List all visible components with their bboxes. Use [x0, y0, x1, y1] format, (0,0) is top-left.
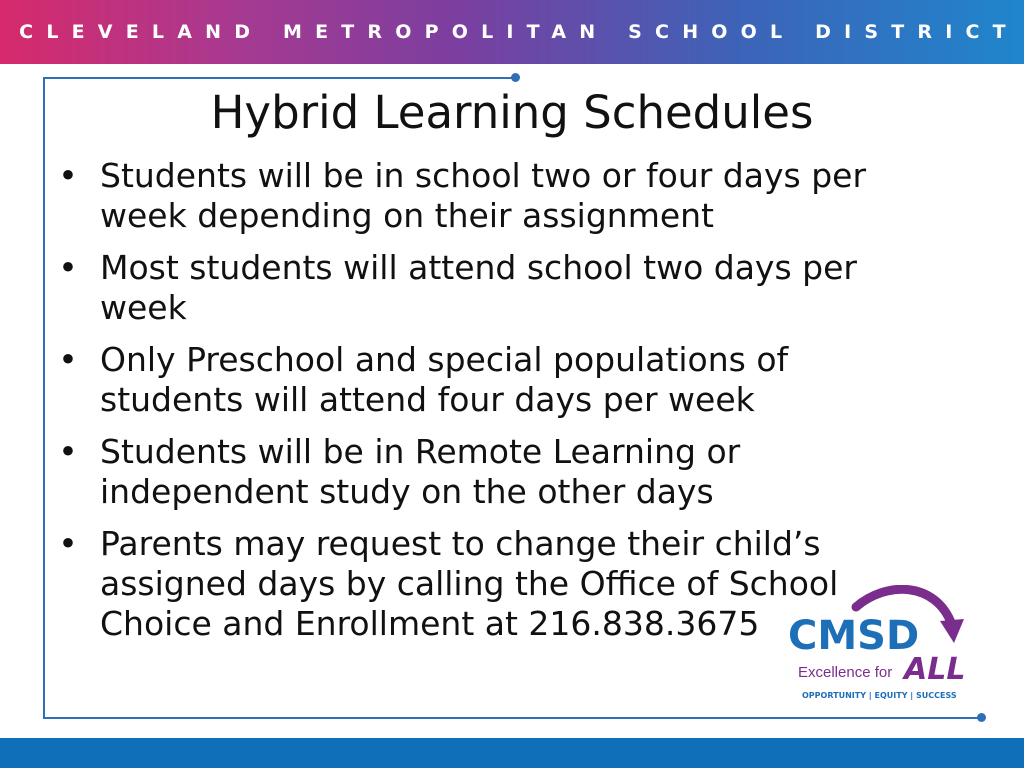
bullet-marker: •	[58, 524, 78, 563]
bullet-marker: •	[58, 432, 78, 471]
frame-top-dot	[511, 73, 520, 82]
frame-left-line	[43, 77, 45, 719]
bottom-bar	[0, 738, 1024, 768]
slide-title: Hybrid Learning Schedules	[210, 86, 814, 139]
logo-arrowhead-icon	[940, 619, 964, 643]
logo-values-line: OPPORTUNITY | EQUITY | SUCCESS	[802, 691, 957, 700]
bullet-marker: •	[58, 340, 78, 379]
logo-cmsd-text: CMSD	[788, 613, 920, 659]
frame-top-line	[43, 77, 515, 79]
bullet-item	[58, 156, 918, 236]
cmsd-logo	[786, 585, 982, 705]
bullet-text: Students will be in Remote Learning or independent study on the other days	[100, 432, 741, 511]
bullet-item	[58, 340, 918, 420]
bullet-text: Students will be in school two or four days per week depending on their assignment	[100, 156, 867, 235]
logo-tagline-emphasis: ALL	[904, 652, 966, 687]
logo-tagline-prefix: Excellence for	[798, 664, 893, 681]
bullet-text: Most students will attend school two days per week	[100, 248, 857, 327]
bullet-list	[58, 156, 918, 656]
bullet-text: Only Preschool and special populations of students will attend four days per week	[100, 340, 789, 419]
district-name: CLEVELAND METROPOLITAN SCHOOL DISTRICT	[19, 21, 1019, 43]
frame-bottom-line	[43, 717, 981, 719]
bullet-marker: •	[58, 248, 78, 287]
frame-bottom-dot	[977, 713, 986, 722]
bullet-item	[58, 432, 918, 512]
district-banner	[0, 0, 1024, 64]
bullet-text: Parents may request to change their child’s assigned days by calling the Office of School Choice and Enrollment at 216.838.3675	[100, 524, 839, 643]
bullet-marker: •	[58, 156, 78, 195]
bullet-item	[58, 248, 918, 328]
